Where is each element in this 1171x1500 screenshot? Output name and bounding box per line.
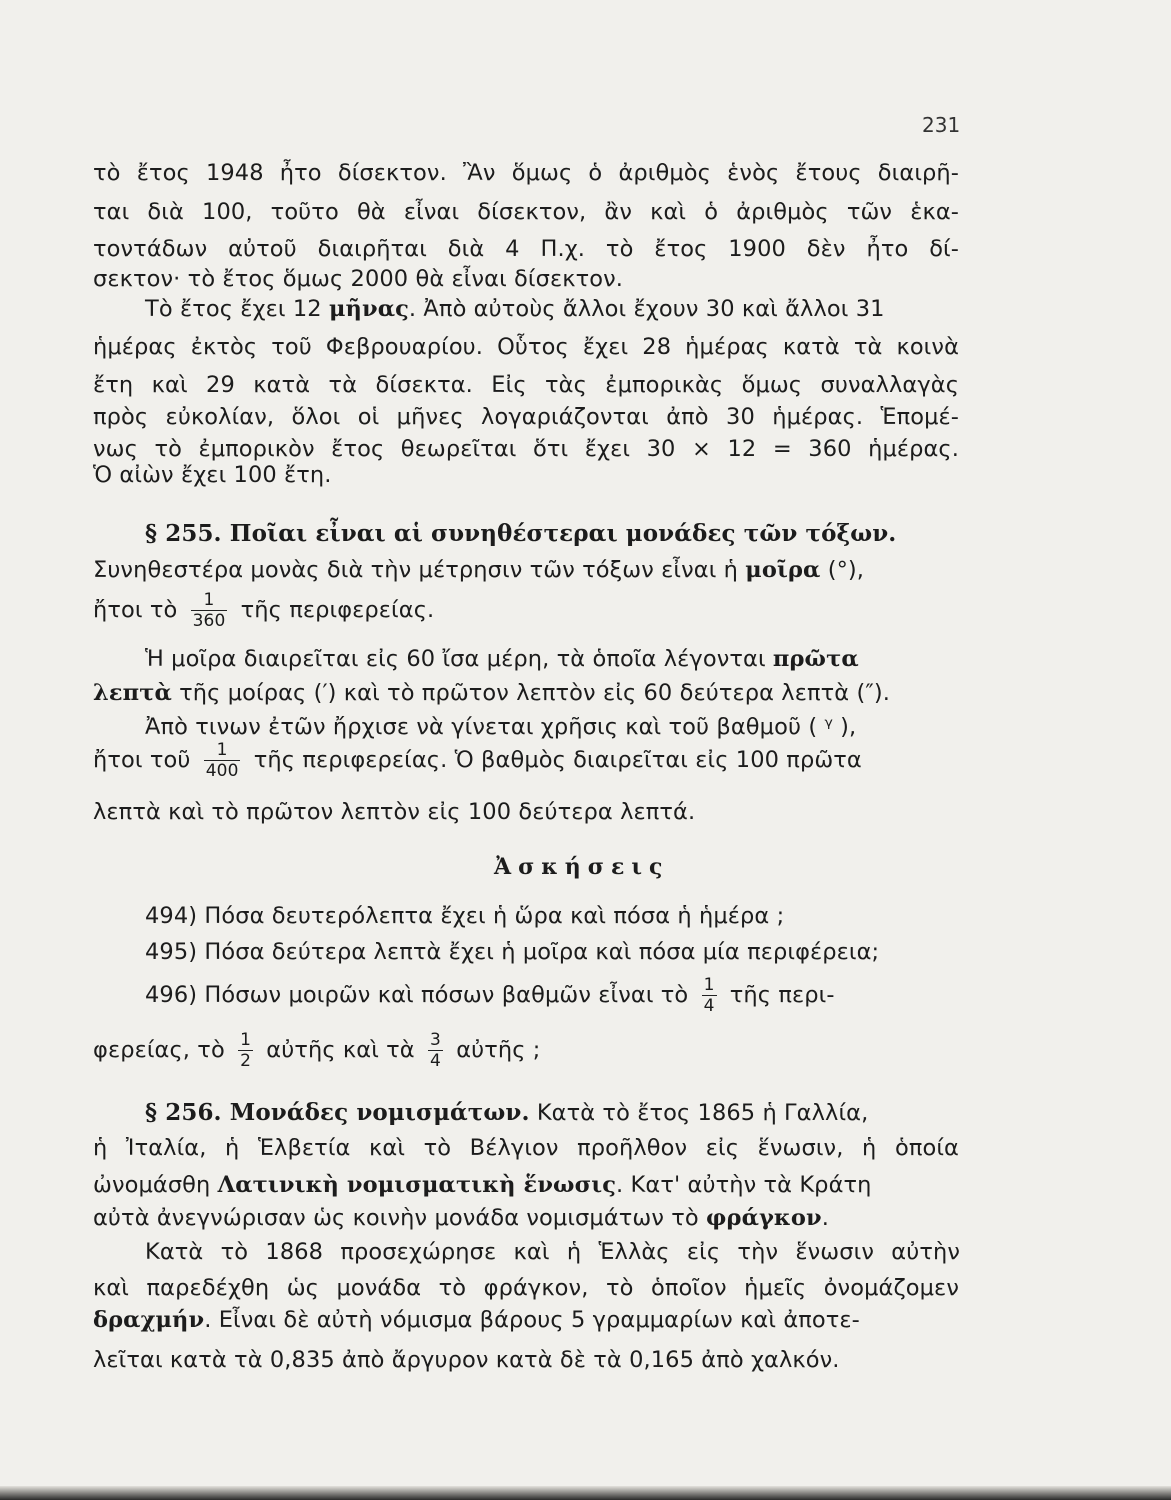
paragraph-line [93, 678, 890, 708]
paragraph-line [93, 1203, 829, 1233]
paragraph-line: λεπτὰ καὶ τὸ πρῶτον λεπτὸν εἰς 100 δεύτερα λεπτά. [93, 799, 696, 825]
paragraph-line: ἡμέρας ἐκτὸς τοῦ Φεβρουαρίου. Οὗτος ἔχει 28 ἡμέρας κατὰ τὰ κοινὰ [93, 334, 959, 360]
fraction-denominator: 400 [205, 761, 239, 781]
paragraph-line: ἔτη καὶ 29 κατὰ τὰ δίσεκτα. Εἰς τὰς ἐμπορικὰς ὅμως συναλλαγὰς [93, 372, 959, 398]
text-run: Ἡ μοῖρα διαιρεῖται εἰς 60 ἴσα μέρη, τὰ ὁποῖα λέγονται [145, 646, 773, 672]
text-run: τῆς μοίρας (′) καὶ τὸ πρῶτον λεπτὸν εἰς 60 δεύτερα λεπτὰ (″). [171, 680, 890, 706]
paragraph-line: Ἀπὸ τινων ἐτῶν ἤρχισε νὰ γίνεται χρῆσις καὶ τοῦ βαθμοῦ ( ᵞ ), [145, 714, 857, 740]
fraction-numerator: 1 [240, 1030, 252, 1050]
paragraph-line [93, 1170, 872, 1200]
paragraph-line: Κατὰ τὸ 1868 προσεχώρησε καὶ ἡ Ἑλλὰς εἰς τὴν ἕνωσιν αὐτὴν [145, 1239, 960, 1265]
page-number: 231 [922, 113, 961, 137]
text-run: αὐτῆς καὶ τὰ [266, 1037, 415, 1063]
paragraph-line [145, 294, 960, 324]
fraction [191, 590, 228, 631]
paragraph-line: νως τὸ ἐμπορικὸν ἔτος θεωρεῖται ὅτι ἔχει 30 × 12 = 360 ἡμέρας. [93, 436, 959, 462]
bold-term: μοῖρα [745, 557, 821, 583]
text-run: τῆς περι- [729, 982, 835, 1008]
bold-term: μῆνας [328, 296, 409, 322]
fraction-numerator: 1 [703, 975, 715, 995]
bold-term: φράγκον [706, 1205, 822, 1231]
text-run: . Εἶναι δὲ αὐτὴ νόμισμα βάρους 5 γραμμαρίων καὶ ἀποτε- [204, 1307, 860, 1333]
paragraph-line: σεκτον· τὸ ἔτος ὅμως 2000 θὰ εἶναι δίσεκτον. [93, 266, 624, 292]
section-heading-256: § 256. Μονάδες νομισμάτων. [145, 1099, 530, 1126]
text-run: τῆς περιφερείας. [240, 597, 435, 623]
paragraph-line: Ὁ αἰὼν ἔχει 100 ἔτη. [93, 462, 332, 488]
text-run: Τὸ ἔτος ἔχει 12 [145, 296, 329, 322]
fraction [428, 1030, 443, 1071]
text-run: . Κατ' αὐτὴν τὰ Κράτη [616, 1172, 872, 1198]
paragraph-line: τὸ ἔτος 1948 ἦτο δίσεκτον. Ἂν ὅμως ὁ ἀριθμὸς ἑνὸς ἔτους διαιρῆ- [93, 160, 959, 186]
paragraph-line [93, 555, 959, 585]
text-run: αὐτῆς ; [456, 1037, 541, 1063]
section-heading-255: § 255. Ποῖαι εἶναι αἱ συνηθέστεραι μονάδες τῶν τόξων. [145, 520, 897, 547]
bold-term: λεπτὰ [93, 680, 172, 706]
exercise-496 [145, 975, 835, 1016]
text-run: αὐτὰ ἀνεγνώρισαν ὡς κοινὴν μονάδα νομισμάτων τὸ [93, 1205, 707, 1231]
paragraph-line: ται διὰ 100, τοῦτο θὰ εἶναι δίσεκτον, ἂν καὶ ὁ ἀριθμὸς τῶν ἑκα- [93, 199, 959, 225]
paragraph-line: ἡ Ἰταλία, ἡ Ἑλβετία καὶ τὸ Βέλγιον προῆλθον εἰς ἕνωσιν, ἡ ὁποία [93, 1135, 959, 1161]
text-run: ἤτοι τοῦ [93, 747, 191, 773]
text-run: τῆς περιφερείας. Ὁ βαθμὸς διαιρεῖται εἰς 100 πρῶτα [253, 747, 862, 773]
fraction-numerator: 1 [191, 590, 228, 611]
paragraph-line [145, 1098, 868, 1128]
fraction [238, 1030, 253, 1071]
paragraph-line [93, 740, 862, 781]
paragraph-line: τοντάδων αὐτοῦ διαιρῆται διὰ 4 Π.χ. τὸ ἔτος 1900 δὲν ἦτο δί- [93, 236, 959, 262]
text-run: (°), [820, 557, 865, 583]
exercise-496-continued [93, 1030, 540, 1071]
fraction [702, 975, 717, 1016]
paragraph-line: καὶ παρεδέχθη ὡς μονάδα τὸ φράγκον, τὸ ὁποῖον ἡμεῖς ὀνομάζομεν [93, 1275, 959, 1301]
fraction-numerator: 1 [204, 740, 241, 761]
bold-term: Λατινικὴ νομισματικὴ ἕνωσις [217, 1172, 617, 1198]
fraction [204, 740, 241, 781]
exercise-494: 494) Πόσα δευτερόλεπτα ἔχει ἡ ὥρα καὶ πόσα ἡ ἡμέρα ; [145, 903, 785, 929]
exercises-title: Ἀσκήσεις [494, 854, 670, 880]
paragraph-line [93, 1305, 860, 1335]
text-run: ἤτοι τὸ [93, 597, 178, 623]
bold-term: δραχμήν [93, 1307, 205, 1333]
fraction-denominator: 4 [430, 1051, 441, 1071]
paragraph-line [93, 590, 434, 631]
text-run: . Ἀπὸ αὐτοὺς ἄλλοι ἔχουν 30 καὶ ἄλλοι 31 [408, 296, 885, 322]
fraction-denominator: 360 [192, 611, 226, 631]
exercise-495: 495) Πόσα δεύτερα λεπτὰ ἔχει ἡ μοῖρα καὶ πόσα μία περιφέρεια; [145, 939, 880, 965]
text-run: φερείας, τὸ [93, 1037, 225, 1063]
text-run: 496) Πόσων μοιρῶν καὶ πόσων βαθμῶν εἶναι τὸ [145, 982, 689, 1008]
bold-term: πρῶτα [772, 646, 859, 672]
paragraph-line: λεῖται κατὰ τὰ 0,835 ἀπὸ ἄργυρον κατὰ δὲ τὰ 0,165 ἀπὸ χαλκόν. [93, 1347, 840, 1373]
text-run: ὠνομάσθη [93, 1172, 218, 1198]
fraction-denominator: 2 [240, 1051, 252, 1071]
fraction-denominator: 4 [703, 996, 715, 1016]
text-run: . [821, 1205, 829, 1231]
text-run: Κατὰ τὸ ἔτος 1865 ἡ Γαλλία, [529, 1100, 869, 1126]
page-bottom-edge [0, 1486, 1171, 1500]
paragraph-line [145, 644, 960, 674]
fraction-numerator: 3 [430, 1030, 441, 1050]
paragraph-line: πρὸς εὐκολίαν, ὅλοι οἱ μῆνες λογαριάζονται ἀπὸ 30 ἡμέρας. Ἑπομέ- [93, 404, 959, 430]
text-run: Συνηθεστέρα μονὰς διὰ τὴν μέτρησιν τῶν τόξων εἶναι ἡ [93, 557, 746, 583]
